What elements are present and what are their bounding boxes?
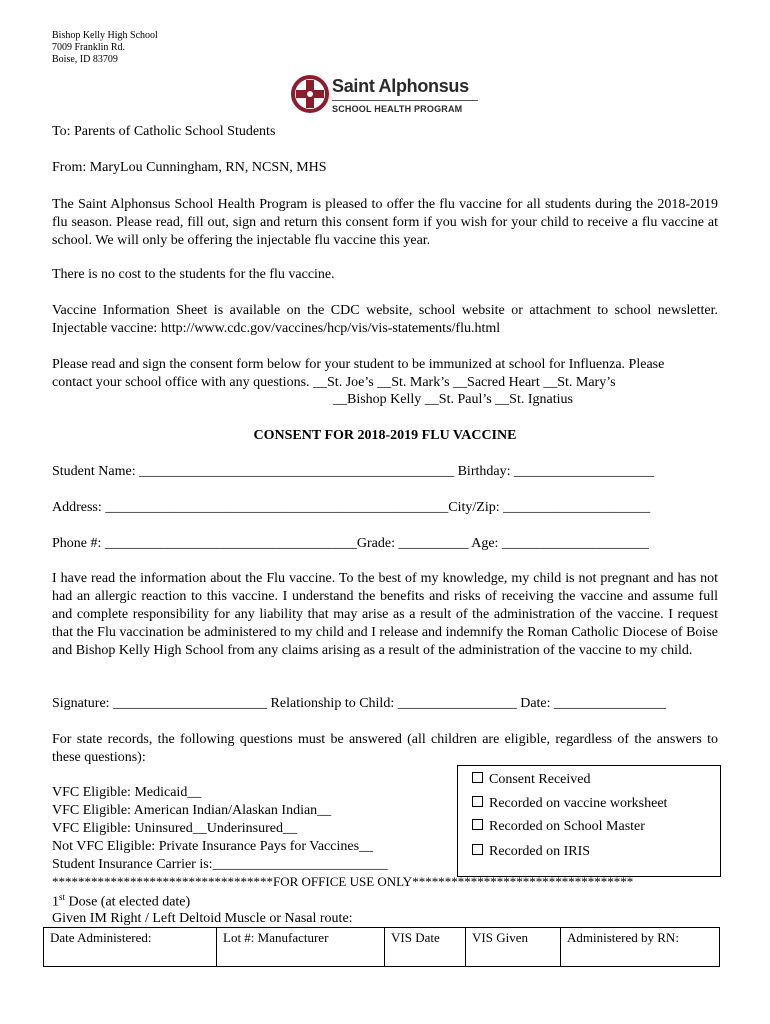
checkbox-icon <box>472 844 483 855</box>
logo-divider <box>332 100 478 101</box>
school-city: Boise, ID 83709 <box>52 54 118 65</box>
dose-label: 1st Dose (at elected date) <box>52 892 191 910</box>
office-use-only-line: **********************************FOR OFFICE USE ONLY********************************** <box>52 874 634 889</box>
saint-alphonsus-logo <box>290 70 480 120</box>
vfc-medicaid: VFC Eligible: Medicaid__ <box>52 785 202 800</box>
insurance-carrier-field[interactable]: Student Insurance Carrier is:_________________________ <box>52 857 388 872</box>
logo-subtitle: SCHOOL HEALTH PROGRAM <box>332 104 463 114</box>
to-line: To: Parents of Catholic School Students <box>52 124 276 139</box>
from-line: From: MaryLou Cunningham, RN, NCSN, MHS <box>52 160 327 175</box>
vfc-american-indian: VFC Eligible: American Indian/Alaskan Indian__ <box>52 803 332 818</box>
check-iris[interactable]: Recorded on IRIS <box>472 844 590 860</box>
instructions-line-1: Please read and sign the consent form below for your student to be immunized at school for Influenza. Please <box>52 357 665 372</box>
vfc-uninsured: VFC Eligible: Uninsured__Underinsured__ <box>52 821 297 836</box>
state-records-paragraph: For state records, the following questions must be answered (all children are eligible, regardless of the answers to these questions): <box>52 732 718 765</box>
vis-given-cell[interactable]: VIS Given <box>466 928 561 967</box>
school-name: Bishop Kelly High School <box>52 30 158 41</box>
administered-by-cell[interactable]: Administered by RN: <box>561 928 720 967</box>
administration-table <box>43 927 720 967</box>
consent-title: CONSENT FOR 2018-2019 FLU VACCINE <box>253 428 517 443</box>
checkbox-icon <box>472 796 483 807</box>
signature-field[interactable]: Signature: ______________________ Relationship to Child: _________________ Date: ________________ <box>52 696 667 711</box>
lot-manufacturer-cell[interactable]: Lot #: Manufacturer <box>217 928 385 967</box>
checkbox-icon <box>472 819 483 830</box>
not-vfc-private: Not VFC Eligible: Private Insurance Pays for Vaccines__ <box>52 839 374 854</box>
phone-field[interactable]: Phone #: ____________________________________Grade: __________ Age: _____________________ <box>52 536 649 551</box>
address-field[interactable]: Address: _________________________________________________City/Zip: _____________________ <box>52 500 651 515</box>
office-checklist-box <box>457 765 721 877</box>
logo-name: Saint Alphonsus <box>332 76 469 96</box>
cross-emblem-icon <box>290 74 330 114</box>
table-row <box>44 928 720 967</box>
check-consent-received[interactable]: Consent Received <box>472 772 590 788</box>
cost-paragraph: There is no cost to the students for the flu vaccine. <box>52 267 335 282</box>
consent-statement: I have read the information about the Flu vaccine. To the best of my knowledge, my child is not pregnant and has not had an allergic reaction to this vaccine. I understand the benefits and risks of receiving the vaccine and assume full and complete responsibility for any liability that may arise as a result of the administration of the vaccine. I request that the Flu vaccination be administered to my child and I release and indemnify the Roman Catholic Diocese of Boise and Bishop Kelly High School from any claims arising as a result of the administration of the vaccine to my child. <box>52 571 718 658</box>
check-vaccine-worksheet[interactable]: Recorded on vaccine worksheet <box>472 796 667 812</box>
school-address <box>52 30 158 66</box>
vis-date-cell[interactable]: VIS Date <box>385 928 466 967</box>
route-label: Given IM Right / Left Deltoid Muscle or Nasal route: <box>52 911 353 926</box>
instructions-line-2: contact your school office with any questions. __St. Joe’s __St. Mark’s __Sacred Heart __St. Mary’s <box>52 375 616 390</box>
checkbox-icon <box>472 772 483 783</box>
date-administered-cell[interactable]: Date Administered: <box>44 928 217 967</box>
instructions-line-3: __Bishop Kelly __St. Paul’s __St. Ignatius <box>333 392 573 407</box>
intro-paragraph: The Saint Alphonsus School Health Program is pleased to offer the flu vaccine for all students during the 2018-2019 flu season. Please read, fill out, sign and return this consent form if you wish for your child to receive a flu vaccine at school. We will only be offering the injectable flu vaccine this year. <box>52 197 718 248</box>
vis-paragraph: Vaccine Information Sheet is available on the CDC website, school website or attachment to school newsletter. Injectable vaccine: http://www.cdc.gov/vaccines/hcp/vis/vis-statements/flu.html <box>52 303 718 336</box>
check-school-master[interactable]: Recorded on School Master <box>472 819 645 835</box>
school-street: 7009 Franklin Rd. <box>52 42 126 53</box>
student-name-field[interactable]: Student Name: _____________________________________________ Birthday: ____________________ <box>52 464 654 479</box>
